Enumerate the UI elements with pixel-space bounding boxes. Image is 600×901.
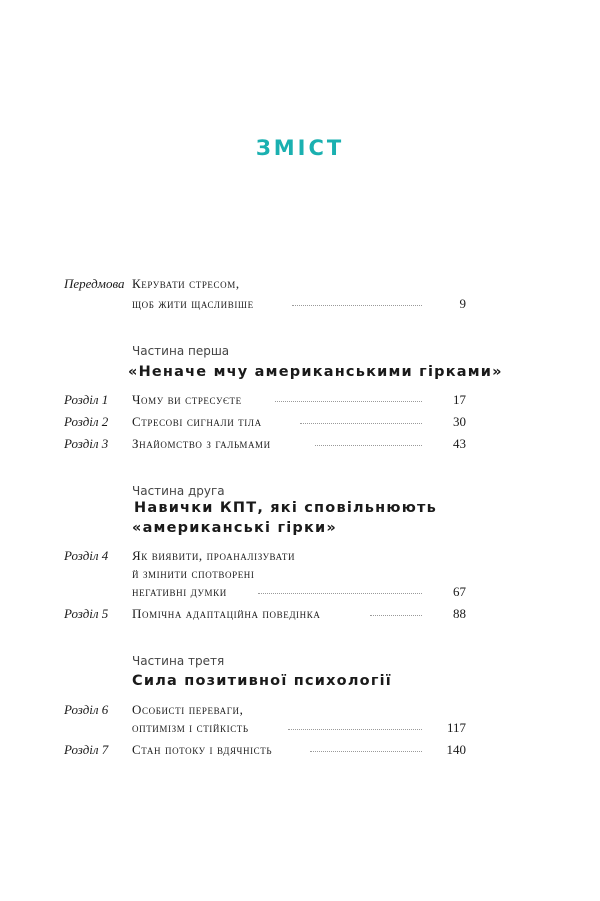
entry-title-line: Особисті переваги, — [132, 702, 244, 717]
entry-title-line: негативні думки — [132, 584, 227, 599]
dot-leader — [315, 445, 422, 446]
part-title: Сила позитивної психології — [132, 673, 392, 689]
entry-label: Передмова — [64, 276, 125, 291]
toc-entry-chapter-3[interactable] — [0, 436, 600, 456]
page-number: 117 — [446, 720, 466, 735]
dot-leader — [258, 593, 422, 594]
page-number: 17 — [453, 392, 466, 407]
part-label: Частина перша — [132, 344, 230, 358]
toc-entry-chapter-2[interactable] — [0, 414, 600, 434]
entry-label: Розділ 7 — [64, 742, 109, 757]
page-number: 88 — [453, 606, 466, 621]
page-number: 140 — [446, 742, 466, 757]
entry-title-line: Як виявити, проаналізувати — [132, 548, 296, 563]
page-title: ЗМІСТ — [255, 136, 345, 160]
dot-leader — [370, 615, 422, 616]
entry-title-line: Стресові сигнали тіла — [132, 414, 262, 429]
entry-title-line: Знайомство з гальмами — [132, 436, 271, 451]
page-number: 30 — [453, 414, 466, 429]
page-number: 67 — [453, 584, 466, 599]
entry-label: Розділ 5 — [64, 606, 109, 621]
entry-title-line: оптимізм і стійкість — [132, 720, 249, 735]
part-label: Частина третя — [132, 654, 225, 668]
dot-leader — [310, 751, 422, 752]
entry-title-line: щоб жити щасливіше — [132, 296, 254, 311]
entry-label: Розділ 4 — [64, 548, 109, 563]
entry-title-line: Стан потоку і вдячність — [132, 742, 273, 757]
page-number: 9 — [459, 296, 466, 311]
dot-leader — [292, 305, 422, 306]
part-label: Частина друга — [132, 484, 225, 498]
entry-title-line: Чому ви стресуєте — [132, 392, 242, 407]
part-title: Навички КПТ, які сповільнюють — [134, 500, 437, 516]
toc-entry-chapter-7[interactable] — [0, 742, 600, 762]
toc-entry-chapter-5[interactable] — [0, 606, 600, 626]
toc-entry-chapter-1[interactable] — [0, 392, 600, 412]
dot-leader — [288, 729, 422, 730]
entry-title-line: Помічна адаптаційна поведінка — [132, 606, 321, 621]
entry-label: Розділ 6 — [64, 702, 109, 717]
entry-label: Розділ 3 — [64, 436, 109, 451]
entry-label: Розділ 2 — [64, 414, 109, 429]
entry-label: Розділ 1 — [64, 392, 109, 407]
dot-leader — [275, 401, 422, 402]
entry-title-line: Керувати стресом, — [132, 276, 240, 291]
entry-title-line: й змінити спотворені — [132, 566, 255, 581]
part-title: «Неначе мчу американськими гірками» — [128, 364, 503, 380]
page-number: 43 — [453, 436, 466, 451]
dot-leader — [300, 423, 422, 424]
part-title: «американські гірки» — [132, 520, 337, 536]
